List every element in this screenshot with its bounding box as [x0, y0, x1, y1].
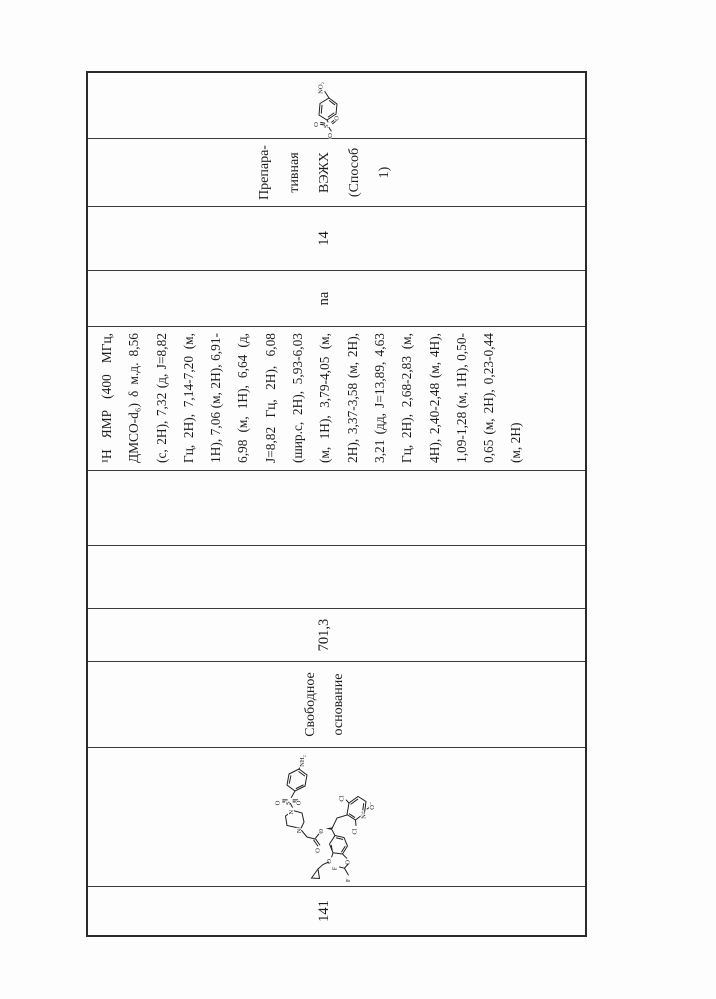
- svg-text:O: O: [318, 828, 325, 834]
- cell-na: [88, 271, 585, 327]
- cell-hplc-number: [88, 207, 585, 271]
- cell-empty-1: [88, 546, 585, 609]
- hplc-number: 14: [316, 231, 332, 246]
- svg-text:O: O: [327, 133, 335, 138]
- purification-line: тивная: [286, 152, 302, 193]
- svg-text:NO₂: NO₂: [317, 82, 325, 94]
- nmr-line: J=8,82 Гц, 2Н), 6,08: [262, 333, 278, 463]
- nmr-line: (м, 2Н): [508, 422, 524, 463]
- svg-text:NH₂: NH₂: [299, 755, 306, 767]
- svg-text:N⁺: N⁺: [360, 810, 368, 819]
- svg-text:O: O: [314, 848, 322, 853]
- cell-purification: [88, 139, 585, 207]
- nmr-line: Гц, 2Н), 2,68-2,83 (м,: [399, 333, 415, 463]
- nmr-line: 1Н), 7,06 (м, 2Н), 6,91-: [208, 333, 224, 463]
- svg-text:N: N: [296, 828, 303, 834]
- svg-text:S: S: [323, 124, 331, 129]
- svg-text:O: O: [344, 859, 352, 865]
- cell-nmr: [88, 327, 585, 471]
- reagent-structure-drawing: [298, 78, 352, 140]
- nmr-line: (м, 1Н), 3,79-4,05 (м,: [317, 333, 333, 463]
- nmr-line: ДМСО-d₆) δ м.д. 8,56: [126, 333, 142, 463]
- nmr-line: 4Н), 2,40-2,48 (м, 4Н),: [426, 333, 442, 463]
- svg-text:N: N: [288, 809, 295, 815]
- svg-text:O⁻: O⁻: [369, 801, 377, 810]
- svg-text:F: F: [331, 866, 339, 871]
- cell-compound-number: [88, 887, 585, 935]
- nmr-line: (шир.с, 2Н), 5,93-6,03: [290, 333, 306, 463]
- nmr-line: 6,98 (м, 1Н), 6,64 (д,: [235, 333, 251, 463]
- cell-empty-2: [88, 471, 585, 546]
- svg-text:Cl: Cl: [338, 795, 346, 802]
- cell-salt-form: [88, 662, 585, 748]
- nmr-line: 1,09-1,28 (м, 1Н), 0,50-: [453, 333, 469, 463]
- purification-line: ВЭЖХ: [316, 152, 332, 193]
- nmr-line: ¹Н ЯМР (400 МГц,: [99, 333, 114, 463]
- nmr-line: (с, 2Н), 7,32 (д, J=8,82: [153, 333, 169, 463]
- svg-text:O: O: [274, 800, 282, 806]
- nmr-line: 3,21 (дд, J=13,89, 4,63: [371, 333, 387, 463]
- svg-text:Cl: Cl: [351, 828, 359, 835]
- compound-number: 141: [316, 900, 332, 922]
- compound-structure-drawing: [270, 752, 490, 887]
- svg-text:O: O: [295, 800, 303, 806]
- cell-mass: [88, 609, 585, 662]
- purification-line: 1): [376, 166, 392, 179]
- svg-text:O: O: [313, 122, 320, 127]
- nmr-line: 2Н), 3,37-3,58 (м, 2Н),: [344, 333, 360, 463]
- mass-value: 701,3: [316, 618, 332, 652]
- purification-line: Препара-: [256, 145, 272, 200]
- svg-text:O: O: [326, 858, 334, 864]
- na-value: na: [316, 291, 332, 306]
- salt-form-line: основание: [330, 673, 346, 736]
- svg-text:O: O: [333, 115, 341, 121]
- nmr-line: 0,65 (м, 2Н), 0,23-0,44: [481, 333, 497, 463]
- svg-text:F: F: [345, 878, 352, 883]
- purification-line: (Способ: [346, 147, 362, 198]
- svg-text:S: S: [285, 801, 293, 806]
- nmr-line: Гц, 2Н), 7,14-7,20 (м,: [180, 333, 196, 463]
- salt-form-line: Свободное: [302, 672, 318, 737]
